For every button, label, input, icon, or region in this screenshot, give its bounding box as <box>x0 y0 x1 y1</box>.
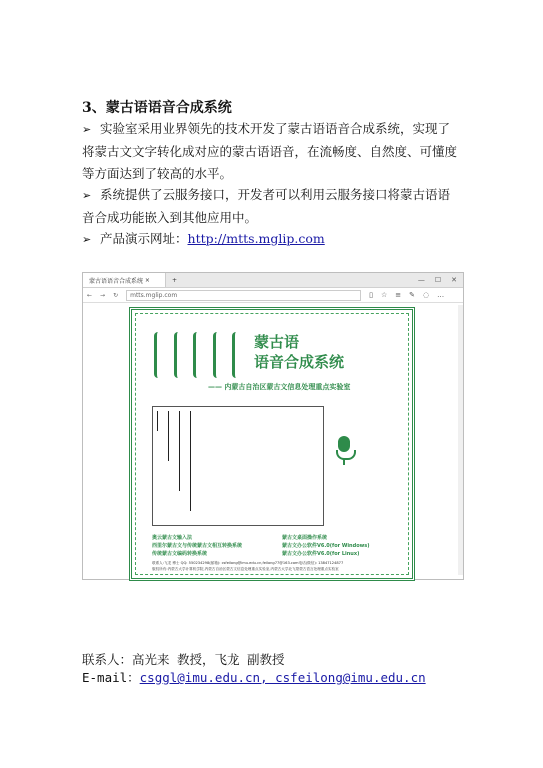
more-icon[interactable]: … <box>437 291 445 299</box>
page-footer <box>152 560 392 572</box>
webpage-content <box>89 305 455 575</box>
close-icon[interactable]: ✕ <box>451 276 457 284</box>
bullet-paragraph-2 <box>82 184 482 229</box>
bullet-2-line-1: 系统提供了云服务接口，开发者可以利用云服务接口将蒙古语语 <box>100 187 451 202</box>
section-heading: 3、蒙古语语音合成系统 <box>82 100 232 116</box>
minimize-icon[interactable]: — <box>417 276 425 284</box>
note-icon[interactable]: ✎ <box>409 291 415 299</box>
browser-tab-bar <box>83 273 463 288</box>
arrow-bullet-icon: ➢ <box>82 233 92 246</box>
favorite-icon[interactable]: ☆ <box>380 291 388 299</box>
footer-contact: 联系人:飞龙 博士 QQ: 550234298(邮箱): csfeilong@imu.edu.cn,feilong77@163.com电话(微信): 13847124877 <box>152 561 344 565</box>
link-item[interactable]: 奥云蒙古文输入法 <box>152 535 193 541</box>
back-icon[interactable]: ← <box>87 291 93 299</box>
bullet-2-line-2: 音合成功能嵌入到其他应用中。 <box>82 210 258 225</box>
address-bar <box>83 288 463 303</box>
arrow-bullet-icon: ➢ <box>82 189 92 202</box>
email-label: E-mail： <box>82 670 140 685</box>
microphone-stem <box>343 459 345 465</box>
url-text: mtts.mglip.com <box>130 291 178 299</box>
microphone-base <box>336 450 356 460</box>
new-tab-icon[interactable]: + <box>172 276 178 284</box>
demo-url-line <box>82 228 482 251</box>
demo-url-link[interactable]: http://mtts.mglip.com <box>187 231 325 246</box>
link-item[interactable]: 蒙古文桌面操作系统 <box>282 535 328 541</box>
browser-screenshot <box>82 272 464 580</box>
mongolian-script-logo <box>154 332 244 378</box>
link-item[interactable]: 西里尔蒙古文与传统蒙古文相互转换系统 <box>152 543 243 549</box>
link-item[interactable]: 蒙古文办公软件V6.0(for Windows) <box>282 543 370 549</box>
mongolian-input-text <box>157 411 195 511</box>
bullet-1-line-2: 将蒙古文文字转化成对应的蒙古语语音，在流畅度、自然度、可懂度 <box>82 144 458 159</box>
contact-people: 联系人：高光来 教授，飞龙 副教授 <box>82 652 285 667</box>
link-item[interactable]: 蒙古文办公软件V6.0(for Linux) <box>282 551 360 557</box>
browser-tab[interactable]: 蒙古语语音合成系统 × <box>83 273 166 287</box>
bullet-1-line-1: 实验室采用业界领先的技术开发了蒙古语语音合成系统，实现了 <box>100 121 451 136</box>
share-icon[interactable]: ◌ <box>422 291 430 299</box>
link-item[interactable]: 传统蒙古文编码转换系统 <box>152 551 208 557</box>
maximize-icon[interactable]: ☐ <box>434 276 442 284</box>
contact-email-line <box>82 668 426 686</box>
tab-title: 蒙古语语音合成系统 <box>89 277 144 285</box>
title-line-2: 语音合成系统 <box>254 353 345 371</box>
reading-icon[interactable]: ▯ <box>369 291 373 299</box>
demo-label: 产品演示网址： <box>100 231 188 246</box>
mongolian-text-input[interactable] <box>152 406 324 526</box>
hub-icon[interactable]: ≡ <box>395 291 402 299</box>
bullet-1-line-3: 等方面达到了较高的水平。 <box>82 166 233 181</box>
links-right <box>282 534 370 558</box>
email-link[interactable]: csggl@imu.edu.cn, csfeilong@imu.edu.cn <box>139 670 426 685</box>
footer-copyright: 版权所有:内蒙古大学计算机学院,内蒙古自治区蒙古文信息处理重点实验室,内蒙古大学北飞蒙蒙古语言处理重点实验室 <box>152 567 339 571</box>
page-title <box>254 332 344 372</box>
forward-icon[interactable]: → <box>100 291 106 299</box>
arrow-bullet-icon: ➢ <box>82 123 92 136</box>
bullet-paragraph-1 <box>82 118 482 185</box>
refresh-icon[interactable]: ↻ <box>113 291 119 299</box>
url-field[interactable] <box>126 290 361 301</box>
links-left <box>152 534 242 558</box>
decorative-border <box>129 307 415 581</box>
scrollbar[interactable] <box>458 305 463 575</box>
page-subtitle: —— 内蒙古自治区蒙古文信息处理重点实验室 <box>208 383 351 391</box>
title-line-1: 蒙古语 <box>254 333 300 351</box>
